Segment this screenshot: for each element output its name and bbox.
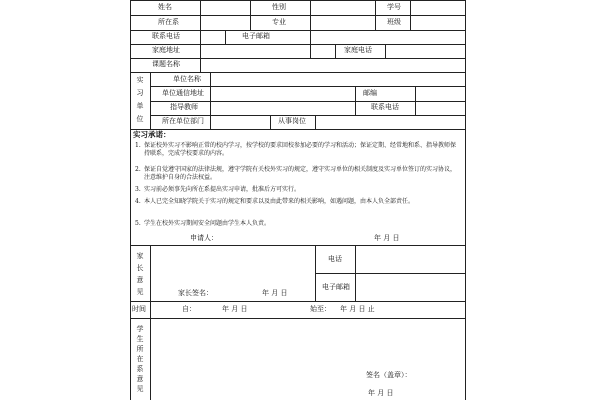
row-line bbox=[130, 301, 465, 302]
pledge-item-number: 3. bbox=[135, 186, 141, 193]
row-line bbox=[130, 30, 465, 31]
row-line bbox=[130, 72, 465, 73]
col-line bbox=[335, 44, 336, 58]
period-from-label: 自： bbox=[182, 305, 196, 313]
contact-phone-label: 联系电话 bbox=[371, 103, 399, 111]
col-line bbox=[415, 86, 416, 115]
period-from-date: 年 月 日 bbox=[222, 305, 248, 313]
pledge-item-number: 2. bbox=[135, 166, 141, 173]
email-label: 电子邮箱 bbox=[242, 32, 270, 40]
parent-phone-label: 电话 bbox=[328, 255, 342, 263]
pledge-item bbox=[135, 186, 460, 194]
pledge-item-number: 1. bbox=[135, 142, 141, 149]
pledge-date: 年 月 日 bbox=[374, 234, 400, 242]
row-line bbox=[130, 44, 465, 45]
col-line bbox=[310, 0, 311, 58]
pledge-item-text: 本人已完全知晓学院关于实习的规定和要求以及由此带来的相关影响，如遇问题，由本人负全部责任。 bbox=[144, 198, 415, 205]
pledge-item-text: 保证自觉遵守国家的法律法规，遵守学院有关校外实习的规定，遵守实习单位的相关制度及实习单位签订的实习协议，注意维护自身的合法权益。 bbox=[144, 166, 457, 181]
unit-department-label: 所在单位部门 bbox=[162, 117, 204, 125]
col-line bbox=[200, 58, 201, 72]
col-line bbox=[375, 0, 376, 30]
applicant-label: 申请人： bbox=[190, 234, 218, 242]
form-left-border bbox=[130, 0, 131, 400]
parent-signature-date: 年 月 日 bbox=[262, 289, 288, 297]
position-label: 从事岗位 bbox=[278, 117, 306, 125]
row-line bbox=[315, 273, 465, 274]
department-label: 所在系 bbox=[158, 18, 179, 26]
home-phone-label: 家庭电话 bbox=[344, 46, 372, 54]
internship-unit-side-label: 实习单位 bbox=[136, 76, 144, 123]
unit-name-label: 单位名称 bbox=[173, 75, 201, 83]
pledge-item-number: 4. bbox=[135, 198, 141, 205]
student-id-label: 学号 bbox=[387, 3, 401, 11]
dept-signature-date: 年 月 日 bbox=[368, 389, 394, 397]
pledge-item bbox=[135, 220, 460, 228]
name-label: 姓名 bbox=[158, 3, 172, 11]
row-line bbox=[130, 245, 465, 246]
pledge-item bbox=[135, 166, 460, 182]
unit-address-label: 单位通信地址 bbox=[162, 89, 204, 97]
pledge-item-number: 5. bbox=[135, 220, 141, 227]
row-line bbox=[150, 101, 465, 102]
row-line bbox=[130, 15, 465, 16]
pledge-item-text: 保证校外实习不影响正常的校内学习，按学校的要求回校参加必要的学习和活动；保证定期、经常地和系、指导教师保持联系，完成学校要求的内容。 bbox=[144, 142, 457, 157]
form-right-border bbox=[465, 0, 466, 400]
major-label: 专业 bbox=[272, 18, 286, 26]
col-line bbox=[150, 245, 151, 301]
row-line bbox=[130, 318, 465, 319]
parent-email-label: 电子邮箱 bbox=[322, 283, 350, 291]
row-line bbox=[150, 86, 465, 87]
parent-opinion-side-label: 家长意见 bbox=[136, 252, 144, 296]
col-line bbox=[200, 0, 201, 58]
col-line bbox=[250, 0, 251, 30]
period-time-label: 时间 bbox=[132, 305, 146, 313]
col-line bbox=[410, 0, 411, 30]
postcode-label: 邮编 bbox=[363, 89, 377, 97]
class-label: 班级 bbox=[387, 18, 401, 26]
dept-opinion-side-label: 学生所在系意见 bbox=[136, 325, 144, 393]
row-line bbox=[130, 0, 465, 1]
pledge-title: 实习承诺： bbox=[133, 130, 171, 139]
col-line bbox=[150, 318, 151, 400]
period-to-label: 始至： bbox=[310, 305, 331, 313]
col-line bbox=[150, 301, 151, 318]
home-address-label: 家庭地址 bbox=[152, 46, 180, 54]
period-to-date: 年 月 日 止 bbox=[340, 305, 375, 313]
row-line bbox=[150, 115, 465, 116]
advisor-label: 指导教师 bbox=[170, 103, 198, 111]
pledge-item-text: 学生在校外实习期间安全问题由学生本人负责。 bbox=[144, 220, 271, 227]
row-line bbox=[130, 58, 465, 59]
pledge-item bbox=[135, 198, 460, 206]
phone-label: 联系电话 bbox=[152, 32, 180, 40]
col-line bbox=[270, 115, 271, 129]
dept-signature-label: 签名（盖章）： bbox=[366, 371, 412, 379]
col-line bbox=[355, 86, 356, 115]
col-line bbox=[225, 30, 226, 44]
col-line bbox=[210, 72, 211, 129]
gender-label: 性别 bbox=[272, 3, 286, 11]
col-line bbox=[150, 72, 151, 129]
topic-label: 课题名称 bbox=[152, 60, 180, 68]
internship-application-form bbox=[130, 0, 465, 400]
row-line bbox=[130, 129, 465, 130]
pledge-item bbox=[135, 142, 460, 158]
col-line bbox=[315, 115, 316, 129]
col-line bbox=[385, 44, 386, 58]
parent-signature-label: 家长签名： bbox=[178, 289, 213, 297]
pledge-item-text: 实习前必须事先向所在系提出实习申请，批准后方可实行。 bbox=[144, 186, 301, 193]
